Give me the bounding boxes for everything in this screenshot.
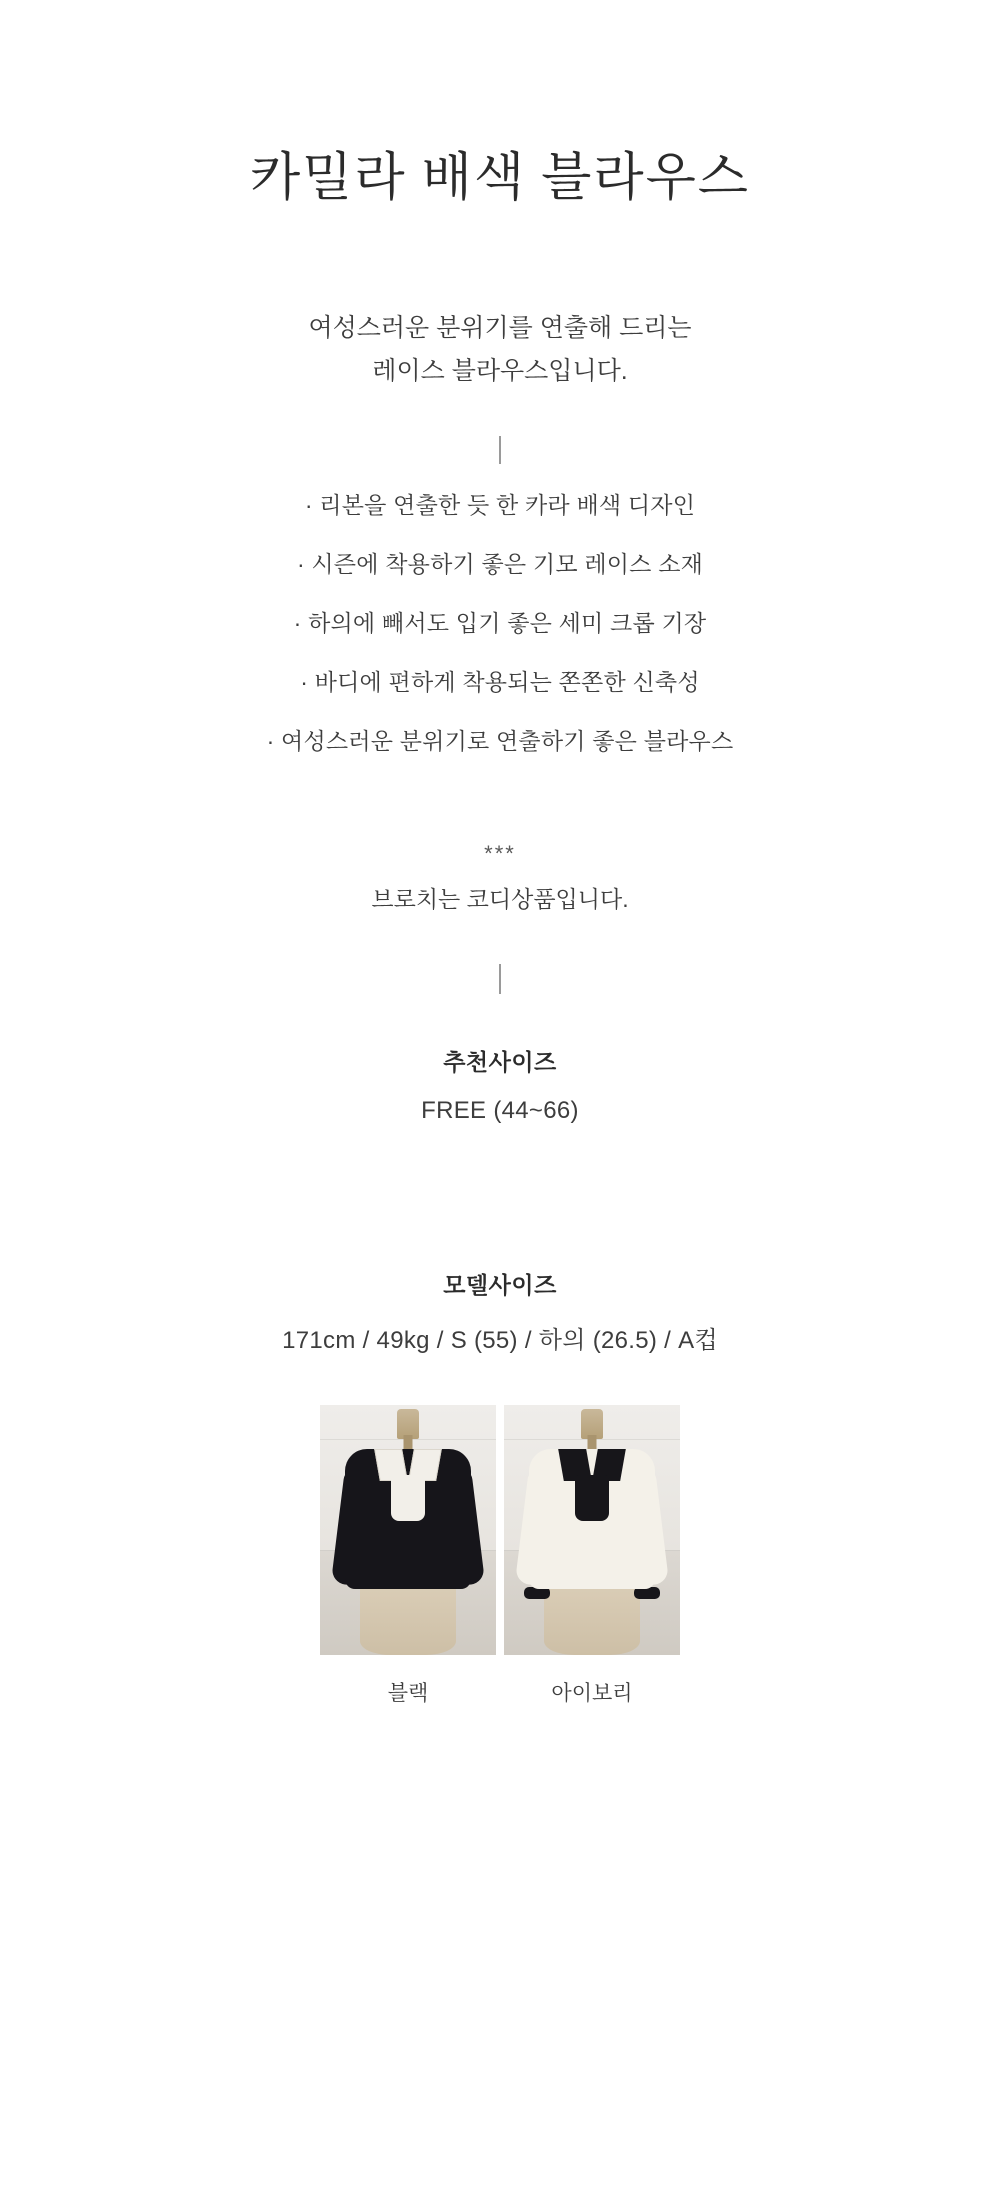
model-size-block — [282, 1267, 718, 1355]
coordination-note — [371, 843, 628, 914]
color-label: 아이보리 — [551, 1682, 633, 1706]
intro-line-2: 레이스 블라우스입니다. — [372, 356, 628, 385]
recommended-size-heading: 추천사이즈 — [443, 1049, 557, 1076]
feature-item: · 여성스러운 분위기로 연출하기 좋은 블라우스 — [266, 728, 734, 755]
feature-item: · 바디에 편하게 착용되는 쫀쫀한 신축성 — [300, 669, 700, 696]
model-size-value: 171cm / 49kg / S (55) / 하의 (26.5) / A컵 — [282, 1327, 718, 1355]
color-options — [320, 1405, 680, 1707]
ivory-blouse-photo[interactable] — [504, 1405, 680, 1655]
divider-bar-bottom — [499, 964, 501, 994]
recommended-size-block — [421, 1044, 579, 1125]
garment-ribbon-tie — [391, 1475, 425, 1521]
garment-ribbon-tie — [575, 1475, 609, 1521]
color-option-ivory[interactable] — [504, 1405, 680, 1707]
model-size-heading: 모델사이즈 — [443, 1272, 557, 1299]
page-title: 카밀라 배색 블라우스 — [249, 150, 751, 207]
divider-bar-top — [499, 436, 501, 464]
feature-item: · 시즌에 착용하기 좋은 기모 레이스 소재 — [296, 551, 704, 578]
recommended-size-value: FREE (44~66) — [421, 1097, 579, 1125]
feature-item: · 하의에 빼서도 입기 좋은 세미 크롭 기장 — [293, 610, 707, 637]
feature-list — [267, 494, 734, 753]
black-blouse-photo[interactable] — [320, 1405, 496, 1655]
feature-item: · 리본을 연출한 듯 한 카라 배색 디자인 — [304, 492, 696, 519]
note-text: 브로치는 코디상품입니다. — [371, 886, 629, 913]
intro-text — [308, 307, 691, 392]
intro-line-1: 여성스러운 분위기를 연출해 드리는 — [308, 314, 692, 343]
color-option-black[interactable] — [320, 1405, 496, 1707]
color-label: 블랙 — [387, 1682, 429, 1706]
asterisk-decoration: *** — [484, 841, 516, 867]
